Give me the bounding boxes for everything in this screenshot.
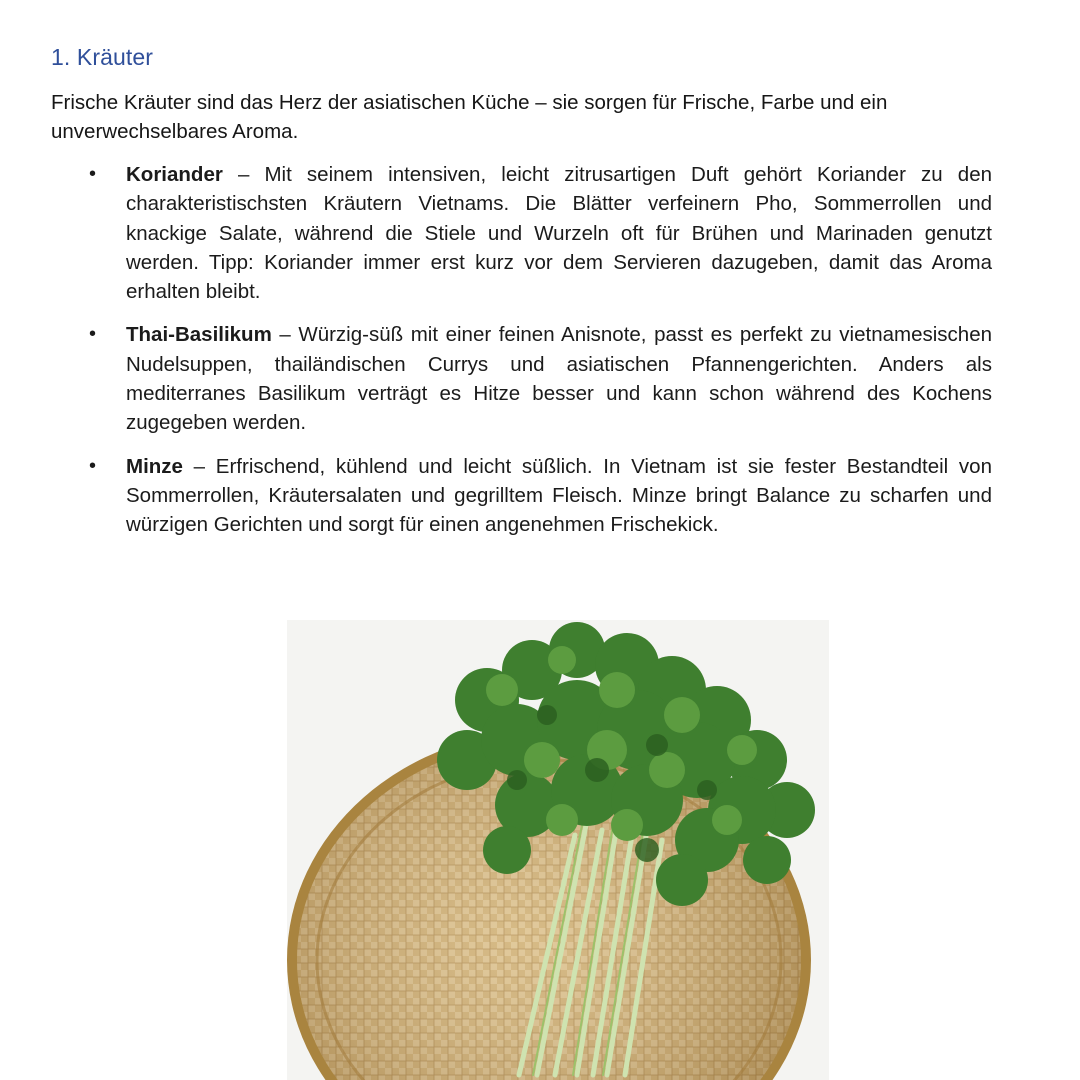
herb-paragraph [126, 452, 992, 540]
intro-paragraph: Frische Kräuter sind das Herz der asiatischen Küche – sie sorgen für Frische, Farbe und ein unverwechselbares Aroma. [51, 91, 888, 143]
coriander-basket-illustration [287, 620, 829, 1080]
herb-description: – Erfrischend, kühlend und leicht süßlich. In Vietnam ist sie fester Bestandteil von Sommerrollen, Kräutersalaten und gegrilltem Fleisch. Minze bringt Balance zu scharfen und würzigen Gerichten und sorgt für einen angenehmen Frischekick. [126, 454, 992, 537]
herb-paragraph [126, 320, 992, 437]
coriander-photo [287, 620, 829, 1080]
herb-description: – Würzig-süß mit einer feinen Anisnote, passt es perfekt zu vietnamesischen Nudelsuppen, thailändischen Currys und asiatischen Pfannengerichten. Anders als mediterranes Basilikum verträgt es Hitze besser und kann schon während des Kochens zugegeben werden. [126, 323, 992, 435]
list-item-koriander [0, 160, 992, 306]
bullet-icon: • [89, 163, 97, 185]
section-heading: 1. Kräuter [51, 44, 153, 70]
herb-name: Koriander [126, 163, 223, 186]
herb-description: – Mit seinem intensiven, leicht zitrusartigen Duft gehört Koriander zu den charakteristischsten Kräutern Vietnams. Die Blätter verfeinern Pho, Sommerrollen und knackige Salate, während die Stiele und Wurzeln oft für Brühen und Marinaden genutzt werden. Tipp: Koriander immer erst kurz vor dem Servieren dazugeben, damit das Aroma erhalten bleibt. [126, 163, 992, 304]
herb-list [0, 160, 1080, 554]
herb-name: Minze [126, 454, 183, 478]
bullet-icon: • [89, 454, 97, 477]
list-item-minze [0, 452, 992, 540]
herb-paragraph [126, 160, 992, 306]
list-item-thai-basilikum [0, 320, 992, 437]
bullet-icon: • [89, 323, 97, 346]
herb-name: Thai-Basilikum [126, 323, 272, 347]
